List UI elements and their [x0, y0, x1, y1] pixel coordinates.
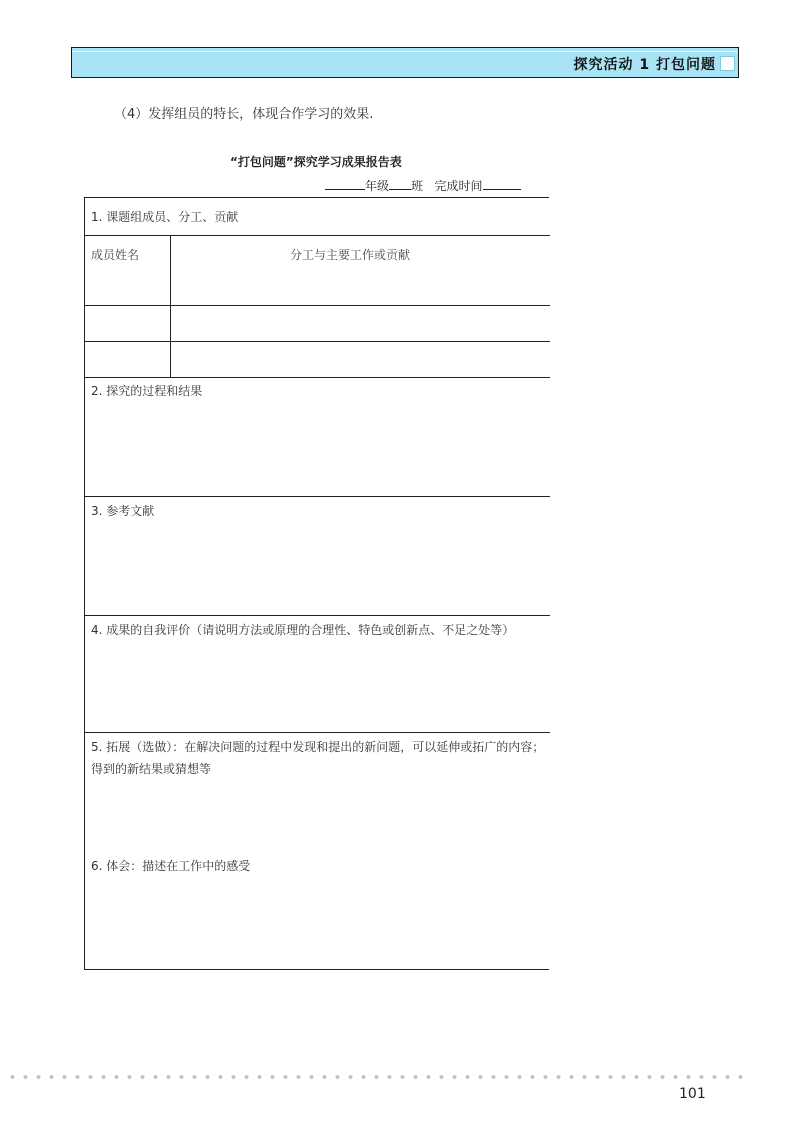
header-highlight-line: [72, 51, 738, 52]
footer-dotted-rule: [6, 1074, 746, 1080]
chapter-header-bar: [71, 47, 739, 78]
class-blank: [389, 177, 411, 190]
section-1-label: 1. 课题组成员、分工、贡献: [91, 210, 239, 224]
column-header-name: 成员姓名: [91, 248, 140, 262]
row-divider: [85, 235, 550, 236]
chapter-title: 探究活动 1 打包问题: [573, 57, 716, 73]
report-form: [84, 197, 549, 970]
page-number: 101: [679, 1086, 706, 1102]
row-divider: [85, 341, 550, 342]
column-divider: [170, 235, 171, 377]
row-divider: [85, 732, 550, 733]
grade-label: 年级: [365, 179, 390, 193]
section-3-label: 3. 参考文献: [91, 504, 155, 518]
class-label: 班: [411, 179, 424, 193]
report-subline: [325, 177, 521, 194]
row-divider: [85, 615, 550, 616]
section-6-label: 6. 体会：描述在工作中的感受: [91, 859, 251, 873]
section-5-label: 5. 拓展（选做）：在解决问题的过程中发现和提出的新问题，可以延伸或拓广的内容；得到的新结果或猜想等: [91, 740, 545, 776]
report-title: “打包问题”探究学习成果报告表: [230, 155, 402, 169]
section-4-label: 4. 成果的自我评价（请说明方法或原理的合理性、特色或创新点、不足之处等）: [91, 623, 515, 637]
column-header-work: 分工与主要工作或贡献: [290, 248, 411, 262]
time-label: 完成时间: [434, 179, 483, 193]
section-2-label: 2. 探究的过程和结果: [91, 384, 203, 398]
time-blank: [483, 177, 521, 190]
intro-text: （4）发挥组员的特长，体现合作学习的效果.: [114, 107, 374, 122]
row-divider: [85, 496, 550, 497]
grade-blank: [325, 177, 365, 190]
row-divider: [85, 305, 550, 306]
header-square-icon: [720, 56, 735, 71]
row-divider: [85, 377, 550, 378]
